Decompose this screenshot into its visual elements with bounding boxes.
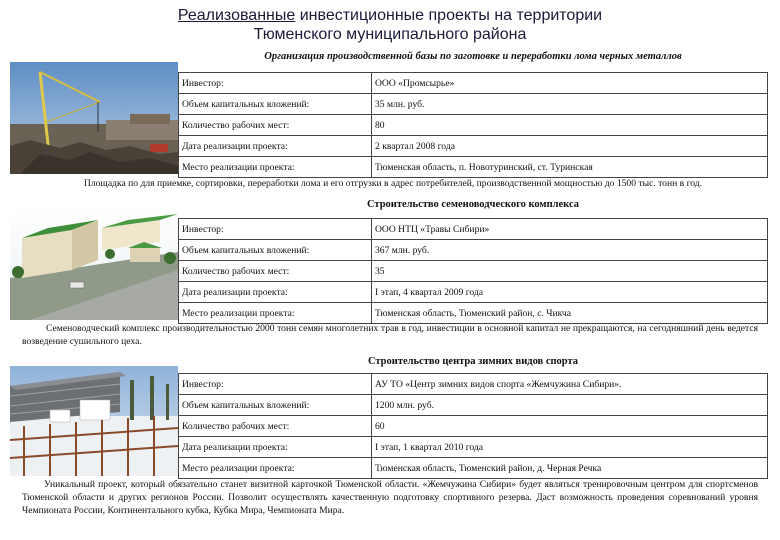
project-3-description: Уникальный проект, который обязательно станет визитной карточкой Тюменской области. «Жемчужина Сибири» будет являться тренировочным центром для спортсменов Тюменской области и других регионов России. Позволит осуществлять качественную подготовку спортивного резерва. Даст возможность проведения соревнований уровня Чемпионата России, Континентального кубка, Кубка Мира, Чемпионата Мира. [22, 479, 758, 516]
row-label: Количество рабочих мест: [179, 115, 372, 136]
row-value: Тюменская область, Тюменский район, д. Черная Речка [372, 458, 768, 479]
row-label: Место реализации проекта: [179, 157, 372, 178]
table-row [179, 94, 768, 115]
row-label: Количество рабочих мест: [179, 416, 372, 437]
table-row [179, 282, 768, 303]
table-row [179, 136, 768, 157]
row-label: Дата реализации проекта: [179, 282, 372, 303]
title-underlined: Реализованные [177, 7, 296, 24]
table-row [179, 437, 768, 458]
project-1-photo [10, 62, 178, 174]
project-1-info-table [178, 72, 768, 178]
table-row [179, 458, 768, 479]
row-value: ООО «Промсырье» [372, 73, 768, 94]
row-value: 35 [372, 261, 768, 282]
project-2-info-table [178, 218, 768, 324]
table-row [179, 219, 768, 240]
row-value: 80 [372, 115, 768, 136]
row-label: Дата реализации проекта: [179, 437, 372, 458]
table-row [179, 416, 768, 437]
row-label: Инвестор: [179, 374, 372, 395]
row-value: 60 [372, 416, 768, 437]
table-row [179, 261, 768, 282]
table-row [179, 73, 768, 94]
row-value: Тюменская область, п. Новотуринский, ст. Туринская [372, 157, 768, 178]
row-label: Место реализации проекта: [179, 458, 372, 479]
project-2-description: Семеноводческий комплекс производительностью 2000 тонн семян многолетних трав в год, инвестиции в основной капитал не прекращаются, на сегодняшний день ведется возведение сушильного цеха. [22, 323, 758, 347]
row-label: Объем капитальных вложений: [179, 240, 372, 261]
page-title [0, 6, 780, 44]
project-1-heading: Организация производственной базы по заготовке и переработки лома черных металлов [264, 51, 682, 62]
row-label: Объем капитальных вложений: [179, 395, 372, 416]
title-line2: Тюменского муниципального района [253, 26, 527, 43]
row-label: Объем капитальных вложений: [179, 94, 372, 115]
row-value: 367 млн. руб. [372, 240, 768, 261]
table-row [179, 240, 768, 261]
row-label: Место реализации проекта: [179, 303, 372, 324]
row-value: АУ ТО «Центр зимних видов спорта «Жемчужина Сибири». [372, 374, 768, 395]
row-label: Инвестор: [179, 73, 372, 94]
project-1-description: Площадка по для приемке, сортировки, переработки лома и его отгрузки в адрес потребителей, производственной мощностью до 1500 тыс. тонн в год. [83, 178, 703, 189]
row-value: 2 квартал 2008 года [372, 136, 768, 157]
table-row [179, 303, 768, 324]
project-3-heading: Строительство центра зимних видов спорта [367, 356, 579, 367]
row-value: Тюменская область, Тюменский район, с. Чикча [372, 303, 768, 324]
table-row [179, 374, 768, 395]
table-row [179, 115, 768, 136]
table-row [179, 395, 768, 416]
project-3-photo [10, 366, 178, 476]
row-value: ООО НТЦ «Травы Сибири» [372, 219, 768, 240]
row-value: 35 млн. руб. [372, 94, 768, 115]
table-row [179, 157, 768, 178]
row-label: Дата реализации проекта: [179, 136, 372, 157]
project-2-heading: Строительство семеноводческого комплекса [366, 199, 580, 210]
row-label: Инвестор: [179, 219, 372, 240]
project-3-info-table [178, 373, 768, 479]
row-value: I этап, 4 квартал 2009 года [372, 282, 768, 303]
project-2-photo [10, 208, 178, 320]
title-line1-rest: инвестиционные проекты на территории [295, 7, 603, 24]
row-label: Количество рабочих мест: [179, 261, 372, 282]
row-value: I этап, 1 квартал 2010 года [372, 437, 768, 458]
row-value: 1200 млн. руб. [372, 395, 768, 416]
